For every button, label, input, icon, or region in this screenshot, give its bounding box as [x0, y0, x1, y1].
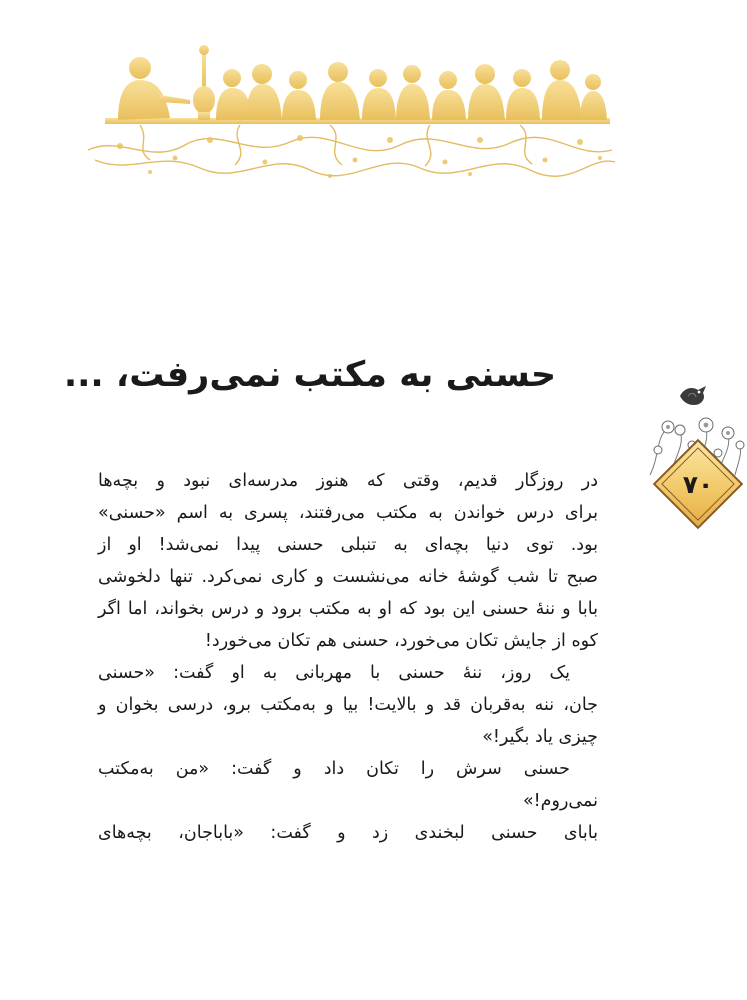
- paragraph-line: حسنی سرش را تکان داد و گفت: «من به‌مکتب: [98, 759, 570, 779]
- paragraph-line: چیزی یاد بگیر!»: [482, 727, 598, 747]
- story-body: [98, 465, 598, 849]
- page-number: ۷۰: [682, 469, 714, 499]
- paragraph-line: در روزگار قدیم، وقتی که هنوز مدرسه‌ای نبود و بچه‌ها: [98, 471, 598, 491]
- paragraph-line: جان، ننه به‌قربان قد و بالایت! بیا و به‌مکتب برو، درسی بخوان و: [98, 695, 598, 715]
- paragraph-line: صبح تا شب گوشهٔ خانه می‌نشست و کاری نمی‌کرد. تنها دلخوشی: [98, 567, 598, 587]
- paragraph-line: یک روز، ننهٔ حسنی با مهربانی به او گفت: «حسنی: [98, 663, 570, 683]
- page-title: حسنی به مکتب نمی‌رفت، ...: [63, 355, 557, 395]
- paragraph-line: بود. توی دنیا بچه‌ای به تنبلی حسنی پیدا نمی‌شد! او از: [98, 535, 598, 555]
- paragraph-line: برای درس خواندن به مکتب می‌رفتند، پسری به اسم «حسنی»: [98, 503, 598, 523]
- paragraph-line: بابای حسنی لبخندی زد و گفت: «باباجان، بچه‌های: [98, 823, 598, 843]
- paragraph-line: بابا و ننهٔ حسنی این بود که او به مکتب برود و درس بخواند، اما اگر: [98, 599, 598, 619]
- header-silhouette-art: [0, 0, 747, 200]
- paragraph-line: نمی‌روم!»: [522, 791, 598, 811]
- paragraph-line: کوه از جایش تکان می‌خورد، حسنی هم تکان می‌خورد!: [204, 631, 598, 651]
